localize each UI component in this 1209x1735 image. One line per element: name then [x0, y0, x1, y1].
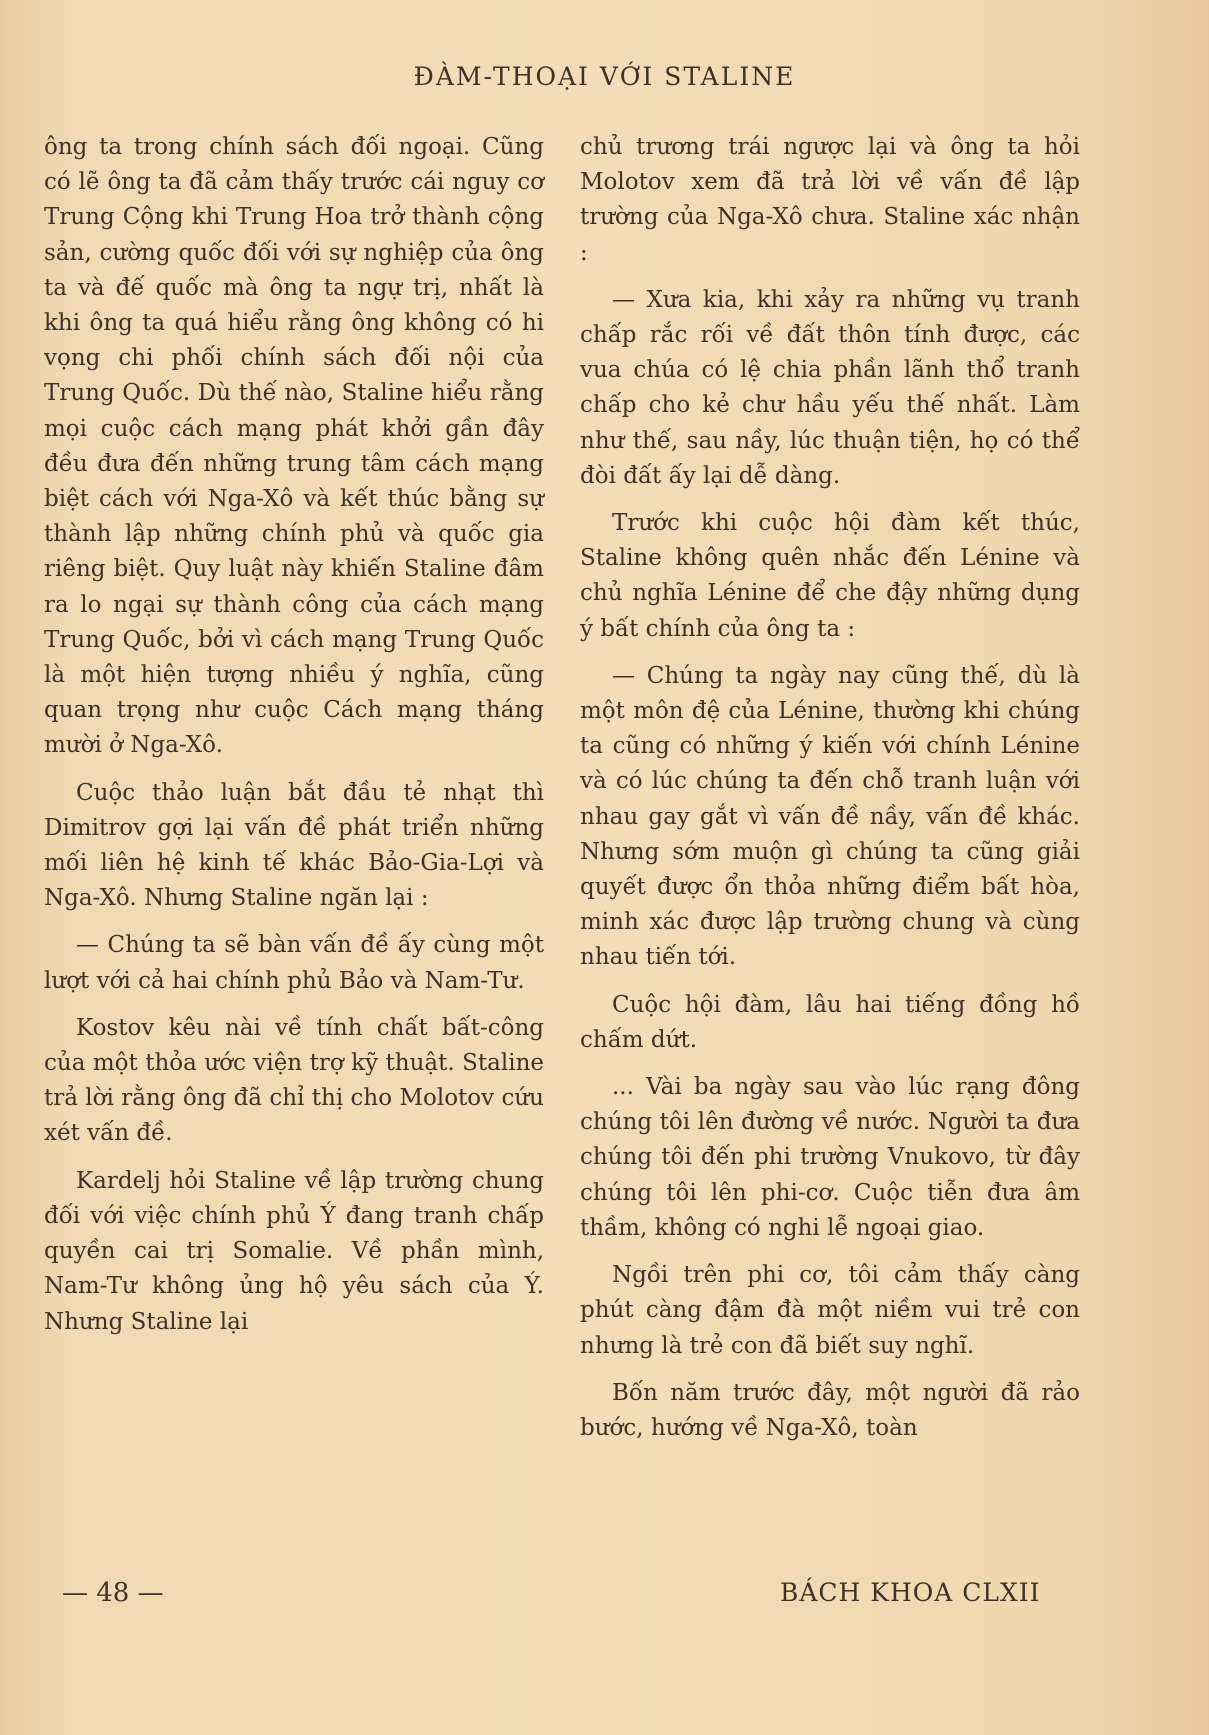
- paragraph: ông ta trong chính sách đối ngoại. Cũng có lẽ ông ta đã cảm thấy trước cái nguy cơ Trung Cộng khi Trung Hoa trở thành cộng sản, cường quốc đối với sự nghiệp của ông ta và đế quốc mà ông ta ngự trị, nhất là khi ông ta quá hiểu rằng ông không có hi vọng chi phối chính sách đối nội của Trung Quốc. Dù thế nào, Staline hiểu rằng mọi cuộc cách mạng phát khởi gần đây đều đưa đến những trung tâm cách mạng biệt cách với Nga-Xô và kết thúc bằng sự thành lập những chính phủ và quốc gia riêng biệt. Quy luật này khiến Staline đâm ra lo ngại sự thành công của cách mạng Trung Quốc, bởi vì cách mạng Trung Quốc là một hiện tượng nhiều ý nghĩa, cũng quan trọng như cuộc Cách mạng tháng mười ở Nga-Xô.: [44, 134, 544, 759]
- publication-name: BÁCH KHOA CLXII: [780, 1578, 1041, 1607]
- paragraph: Cuộc hội đàm, lâu hai tiếng đồng hồ chấm dứt.: [580, 991, 1080, 1053]
- page-number: — 48 —: [62, 1578, 164, 1608]
- paragraph: Cuộc thảo luận bắt đầu tẻ nhạt thì Dimitrov gợi lại vấn đề phát triển những mối liên hệ kinh tế khác Bảo-Gia-Lợi và Nga-Xô. Nhưng Staline ngăn lại :: [44, 779, 544, 912]
- paragraph: — Chúng ta ngày nay cũng thế, dù là một môn đệ của Lénine, thường khi chúng ta cũng có những ý kiến với chính Lénine và có lúc chúng ta đến chỗ tranh luận với nhau gay gắt vì vấn đề nầy, vấn đề khác. Nhưng sớm muộn gì chúng ta cũng giải quyết được ổn thỏa những điểm bất hòa, minh xác được lập trường chung và cùng nhau tiến tới.: [580, 662, 1080, 971]
- paragraph: Ngồi trên phi cơ, tôi cảm thấy càng phút càng đậm đà một niềm vui trẻ con nhưng là trẻ con đã biết suy nghĩ.: [580, 1262, 1080, 1359]
- paragraph: Bốn năm trước đây, một người đã rảo bước, hướng về Nga-Xô, toàn: [580, 1379, 1080, 1441]
- paragraph: chủ trương trái ngược lại và ông ta hỏi Molotov xem đã trả lời về vấn đề lập trường của Nga-Xô chưa. Staline xác nhận :: [580, 134, 1080, 266]
- paragraph: Kardelj hỏi Staline về lập trường chung đối với việc chính phủ Ý đang tranh chấp quyền cai trị Somalie. Về phần mình, Nam-Tư không ủng hộ yêu sách của Ý. Nhưng Staline lại: [44, 1167, 544, 1335]
- left-column: [44, 130, 544, 1352]
- right-column: [580, 130, 1080, 1458]
- paragraph: — Chúng ta sẽ bàn vấn đề ấy cùng một lượt với cả hai chính phủ Bảo và Nam-Tư.: [44, 932, 544, 994]
- paragraph: Trước khi cuộc hội đàm kết thúc, Staline không quên nhắc đến Lénine và chủ nghĩa Lénine để che đậy những dụng ý bất chính của ông ta :: [580, 510, 1080, 642]
- running-header: ĐÀM-THOẠI VỚI STALINE: [413, 62, 796, 91]
- paragraph: Kostov kêu nài về tính chất bất-công của một thỏa ước viện trợ kỹ thuật. Staline trả lời rằng ông đã chỉ thị cho Molotov cứu xét vấn đề.: [44, 1014, 544, 1147]
- paragraph: — Xưa kia, khi xảy ra những vụ tranh chấp rắc rối về đất thôn tính được, các vua chúa có lệ chia phần lãnh thổ tranh chấp cho kẻ chư hầu yếu thế nhất. Làm như thế, sau nầy, lúc thuận tiện, họ có thể đòi đất ấy lại dễ dàng.: [580, 286, 1080, 489]
- paragraph: ... Vài ba ngày sau vào lúc rạng đông chúng tôi lên đường về nước. Người ta đưa chúng tôi đến phi trường Vnukovo, từ đây chúng tôi lên phi-cơ. Cuộc tiễn đưa âm thầm, không có nghi lễ ngoại giao.: [580, 1074, 1080, 1241]
